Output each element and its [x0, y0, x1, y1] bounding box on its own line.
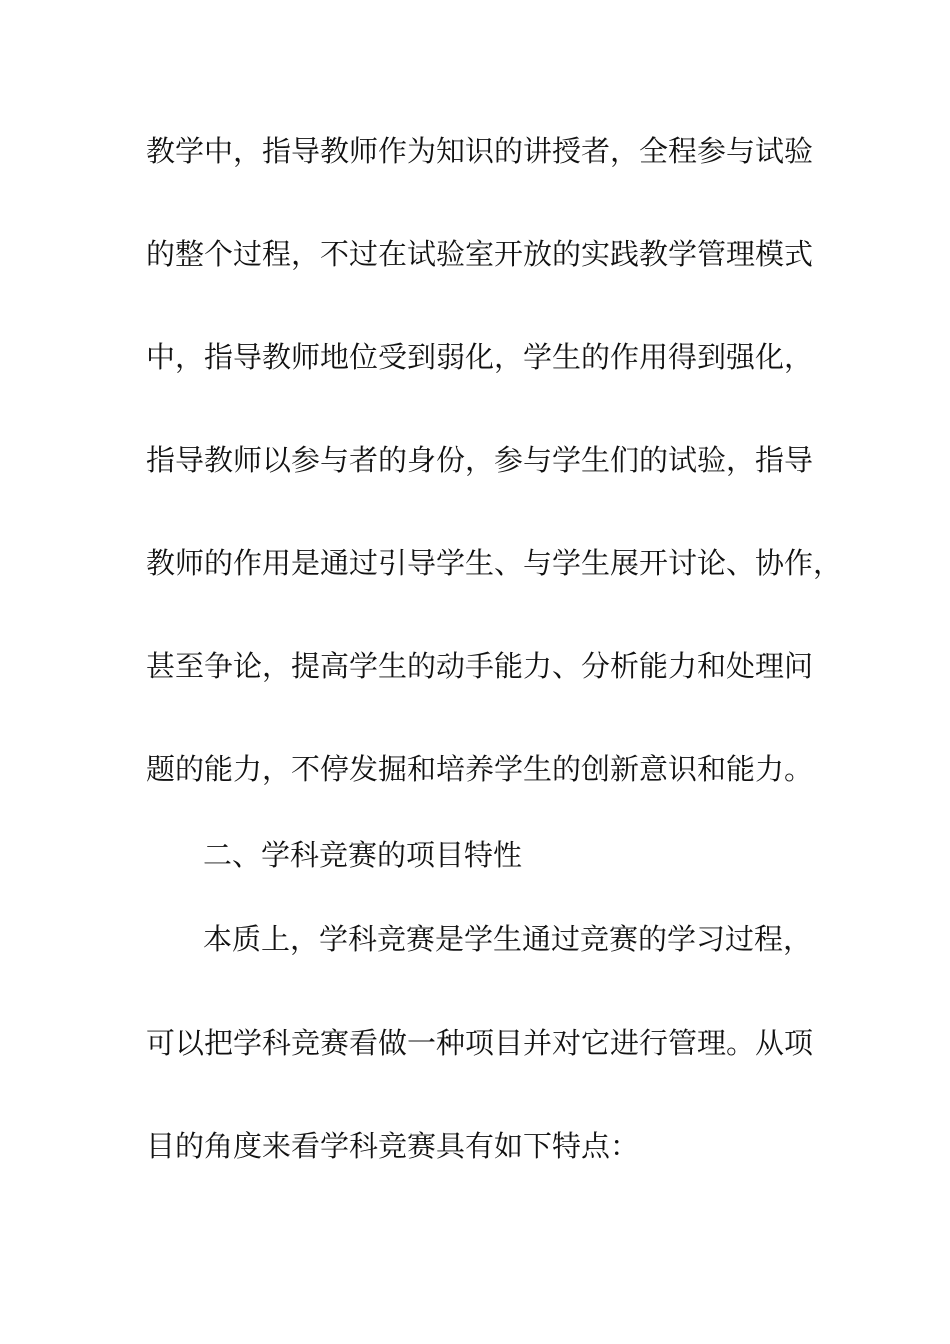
paragraph-1-line-2: 的整个过程，不过在试验室开放的实践教学管理模式 [146, 237, 814, 271]
paragraph-1-line-5: 教师的作用是通过引导学生、与学生展开讨论、协作， [146, 546, 843, 580]
paragraph-1-line-4: 指导教师以参与者的身份，参与学生们的试验，指导 [146, 443, 814, 477]
paragraph-1-line-3: 中，指导教师地位受到弱化，学生的作用得到强化， [146, 340, 814, 374]
paragraph-2-line-3: 目的角度来看学科竞赛具有如下特点： [146, 1129, 640, 1163]
paragraph-1-line-6: 甚至争论，提高学生的动手能力、分析能力和处理问 [146, 649, 814, 683]
paragraph-2-line-2: 可以把学科竞赛看做一种项目并对它进行管理。从项 [146, 1026, 814, 1060]
paragraph-2-line-1: 本质上，学科竞赛是学生通过竞赛的学习过程， [203, 922, 813, 956]
paragraph-1-line-7: 题的能力，不停发掘和培养学生的创新意识和能力。 [146, 752, 814, 786]
section-heading: 二、学科竞赛的项目特性 [203, 838, 523, 872]
paragraph-1-line-1: 教学中，指导教师作为知识的讲授者，全程参与试验 [146, 134, 814, 168]
